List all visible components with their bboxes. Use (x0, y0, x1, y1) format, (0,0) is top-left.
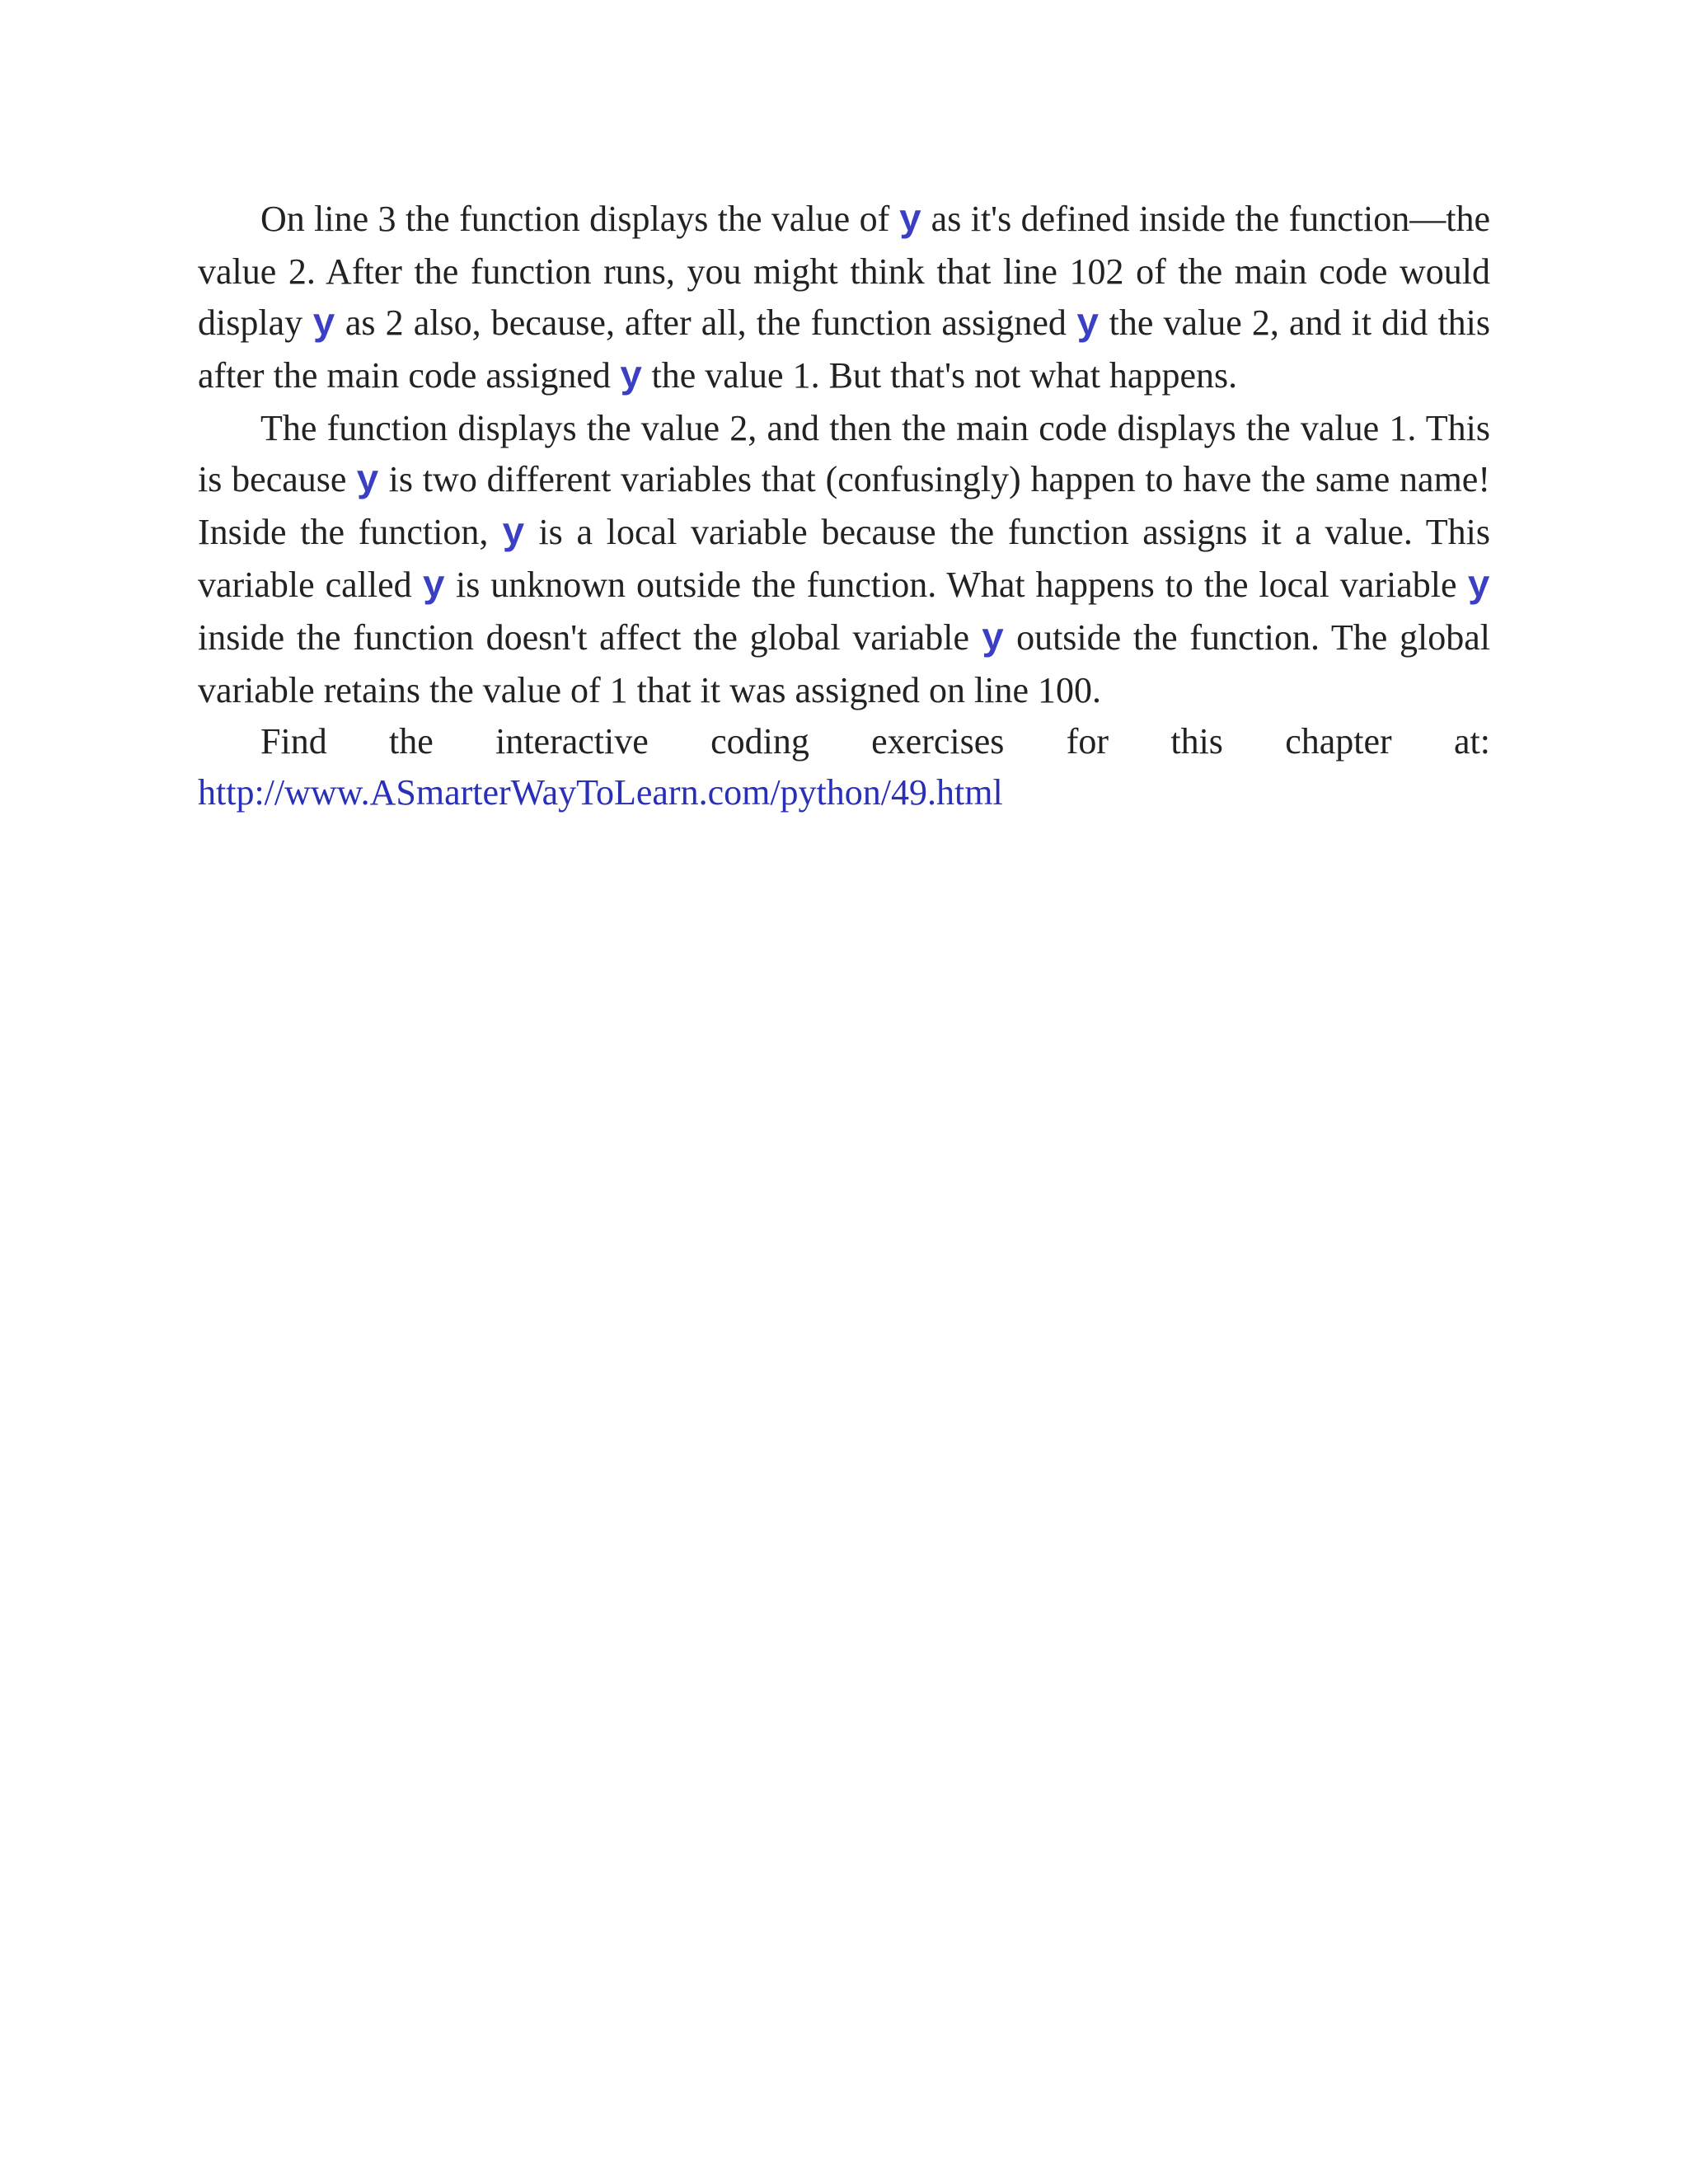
paragraph-text: is unknown outside the function. What happens to the local variable (445, 565, 1468, 605)
exercises-word: for (1066, 721, 1109, 762)
paragraph-text: outside the function. The global variable retains the value of 1 that it was assigned on line 100. (198, 617, 1490, 710)
exercises-word: at: (1454, 721, 1490, 762)
book-page (198, 194, 1490, 818)
exercises-word: the (389, 721, 434, 762)
paragraph-text: is a local variable because the function assigns it a value. This variable called (198, 512, 1490, 605)
code-variable-y: y (619, 356, 643, 399)
code-variable-y: y (1076, 303, 1100, 346)
paragraph-text: the value 1. But that's not what happens. (642, 355, 1238, 396)
exercises-link[interactable]: http://www.ASmarterWayToLearn.com/python/49.html (198, 772, 1003, 813)
paragraph-2 (198, 403, 1490, 716)
code-variable-y: y (422, 565, 446, 608)
exercises-word: this (1170, 721, 1223, 762)
code-variable-y: y (356, 460, 379, 503)
paragraph-text: On line 3 the function displays the value of (260, 199, 899, 239)
exercises-word: exercises (871, 721, 1005, 762)
paragraph-text: as 2 also, because, after all, the function assigned (335, 302, 1076, 343)
paragraph-text: as it's defined inside the function—the value 2. After the function runs, you might think that line 102 of the main code would display (198, 199, 1490, 343)
exercises-word: chapter (1285, 721, 1392, 762)
code-variable-y: y (898, 199, 922, 242)
exercises-word: coding (710, 721, 809, 762)
paragraph-text: The function displays the value 2, and then the main code displays the value 1. This is because (198, 408, 1490, 499)
exercises-word: interactive (495, 721, 649, 762)
code-variable-y: y (502, 513, 525, 555)
code-variable-y: y (312, 303, 335, 346)
exercises-link-line (198, 767, 1490, 818)
paragraph-text: inside the function doesn't affect the global variable (198, 617, 982, 658)
code-variable-y: y (981, 618, 1005, 661)
paragraph-text: is two different variables that (confusingly) happen to have the same name! Inside the function, (198, 459, 1490, 552)
exercises-word: Find (260, 721, 327, 762)
code-variable-y: y (1467, 565, 1490, 608)
paragraph-1 (198, 194, 1490, 403)
paragraph-text: the value 2, and it did this after the main code assigned (198, 302, 1491, 396)
exercises-line (198, 716, 1490, 767)
